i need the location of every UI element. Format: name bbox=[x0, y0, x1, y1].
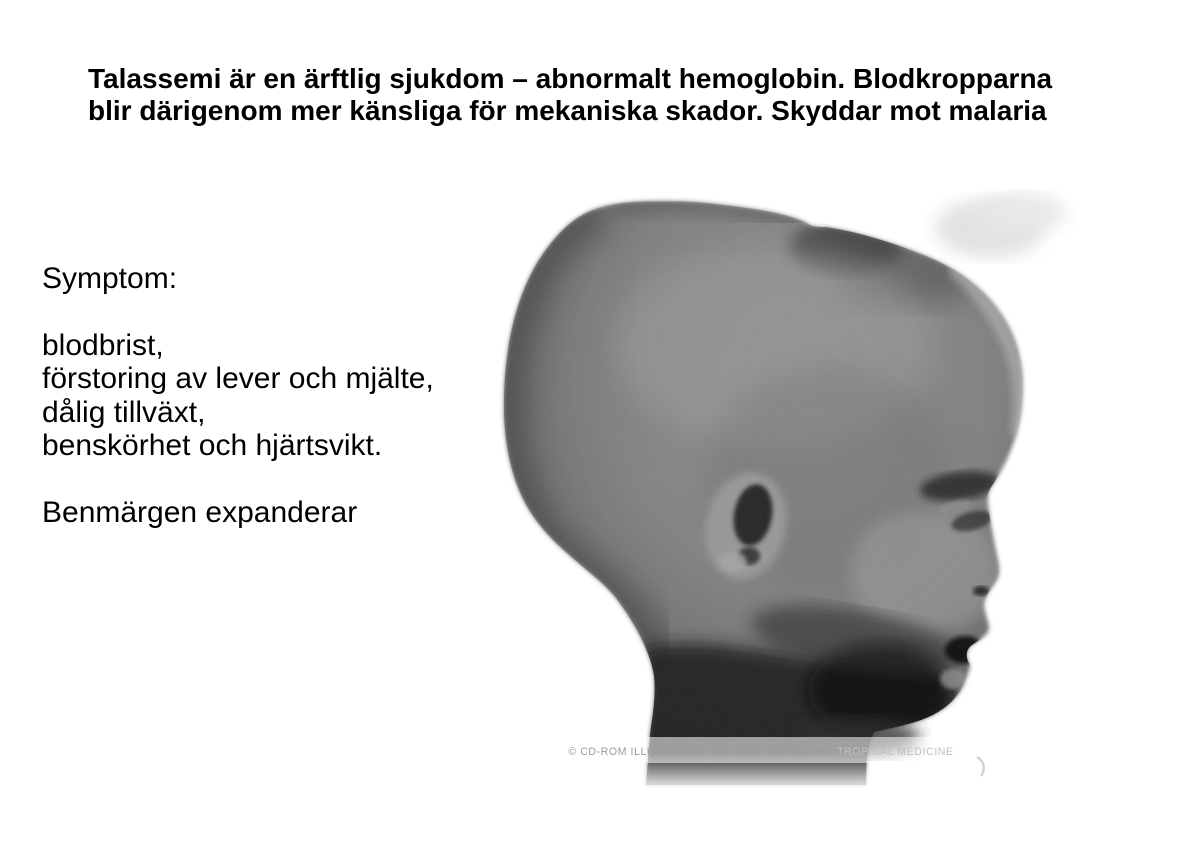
background-smudge bbox=[977, 193, 1067, 233]
symptom-line: blodbrist, bbox=[42, 328, 164, 362]
thalassemia-child-profile-image bbox=[460, 180, 1178, 820]
symptom-heading: Symptom: bbox=[42, 262, 178, 295]
symptom-spacer bbox=[42, 295, 434, 328]
slide-title bbox=[88, 63, 1052, 126]
photo-caption-prefix: © CD-ROM ILLUSTRATED LECTURE NOTES ON bbox=[568, 746, 828, 758]
symptom-line: benskörhet och hjärtsvikt. bbox=[42, 429, 383, 463]
symptom-list bbox=[42, 262, 434, 529]
symptom-line: Benmärgen expanderar bbox=[42, 495, 358, 529]
slide-title-line2: blir därigenom mer känsliga för mekaniska skador. Skyddar mot malaria bbox=[88, 94, 1047, 126]
slide-title-line1: Talassemi är en ärftlig sjukdom – abnormalt hemoglobin. Blodkropparna bbox=[88, 63, 1053, 94]
symptom-line: förstoring av lever och mjälte, bbox=[42, 362, 434, 396]
clinical-photo bbox=[460, 180, 1178, 820]
photo-caption-highlight: TROPICAL MEDICINE bbox=[836, 746, 954, 758]
symptom-spacer bbox=[42, 462, 434, 495]
photo-bottom-fade bbox=[460, 752, 1178, 820]
symptom-line: dålig tillväxt, bbox=[42, 395, 206, 429]
photo-caption bbox=[568, 746, 953, 758]
